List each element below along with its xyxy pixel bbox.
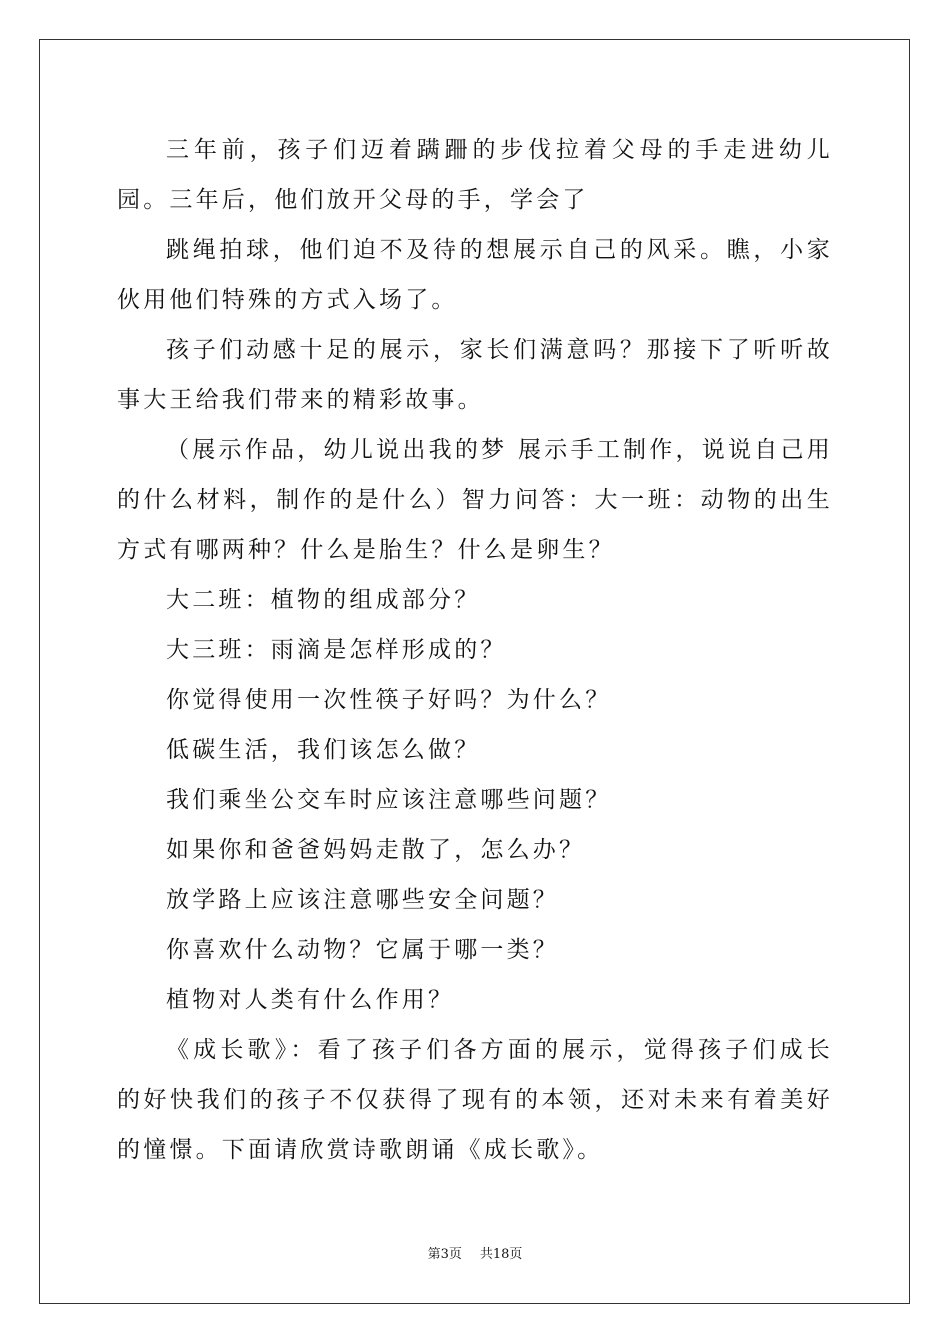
document-body xyxy=(117,125,833,1175)
paragraph: 你觉得使用一次性筷子好吗？为什么？ xyxy=(166,687,612,713)
paragraph: 大三班：雨滴是怎样形成的？ xyxy=(166,637,507,663)
paragraph: 跳绳拍球，他们迫不及待的想展示自己的风采。瞧，小家伙用他们特殊的方式入场了。 xyxy=(117,237,833,313)
paragraph: （展示作品，幼儿说出我的梦 展示手工制作，说说自己用的什么材料，制作的是什么）智力问答：大一班：动物的出生方式有哪两种？什么是胎生？什么是卵生？ xyxy=(117,437,833,563)
paragraph: 如果你和爸爸妈妈走散了，怎么办？ xyxy=(166,837,586,863)
paragraph: 《成长歌》：看了孩子们各方面的展示，觉得孩子们成长的好快我们的孩子不仅获得了现有的本领，还对未来有着美好的憧憬。下面请欣赏诗歌朗诵《成长歌》。 xyxy=(117,1037,833,1163)
paragraph: 三年前，孩子们迈着蹒跚的步伐拉着父母的手走进幼儿园。三年后，他们放开父母的手，学会了 xyxy=(117,137,833,213)
paragraph: 放学路上应该注意哪些安全问题？ xyxy=(166,887,559,913)
paragraph: 你喜欢什么动物？它属于哪一类？ xyxy=(166,937,559,963)
paragraph: 低碳生活，我们该怎么做？ xyxy=(166,737,481,763)
page-number: 第3页 xyxy=(427,1247,462,1262)
paragraph: 植物对人类有什么作用？ xyxy=(166,987,455,1013)
page-footer xyxy=(0,1246,950,1264)
paragraph: 我们乘坐公交车时应该注意哪些问题？ xyxy=(166,787,612,813)
paragraph: 大二班：植物的组成部分？ xyxy=(166,587,481,613)
paragraph: 孩子们动感十足的展示，家长们满意吗？那接下了听听故事大王给我们带来的精彩故事。 xyxy=(117,337,833,413)
page-total: 共18页 xyxy=(479,1247,523,1262)
